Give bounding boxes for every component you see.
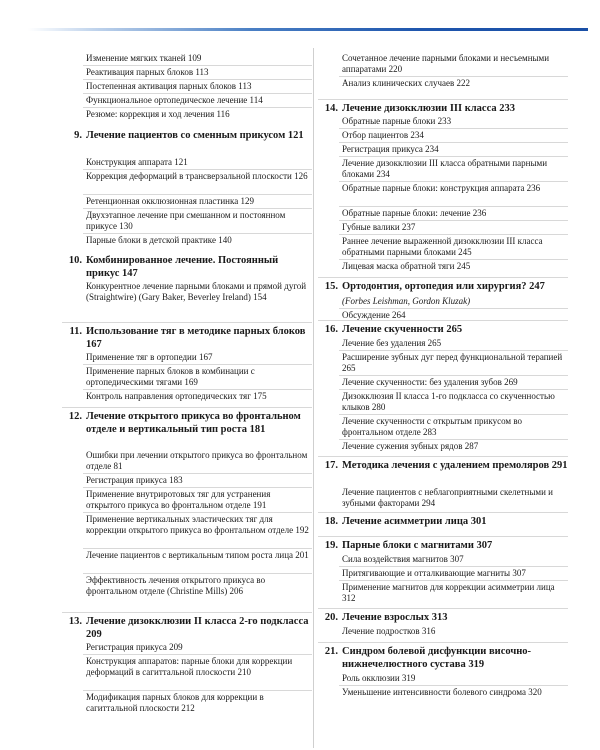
chapter-title: Лечение асимметрии лица 301 <box>342 516 487 527</box>
toc-entry[interactable]: Лечение без удаления 265 <box>342 338 442 348</box>
chapter-heading[interactable] <box>318 460 568 473</box>
chapter-heading[interactable] <box>318 540 568 553</box>
chapter-number: 21. <box>324 646 338 657</box>
toc-entry[interactable]: Регистрация прикуса 234 <box>342 144 568 155</box>
toc-entry-authors: (Forbes Leishman, Gordon Kluzak) <box>342 296 471 306</box>
chapter-number: 18. <box>324 516 338 527</box>
toc-entry[interactable]: Резюме: коррекция и ход лечения 116 <box>86 109 312 120</box>
toc-entry[interactable]: Роль окклюзии 319 <box>342 673 416 683</box>
toc-entry[interactable]: Дизокклюзия II класса 1-го подкласса со скученностью клыков 280 <box>342 391 568 413</box>
chapter-heading[interactable] <box>318 646 568 671</box>
toc-entry[interactable]: Применение парных блоков в комбинации с ортопедическими тягами 169 <box>86 366 312 388</box>
toc-entry[interactable]: Реактивация парных блоков 113 <box>86 67 312 78</box>
toc-entry[interactable]: Лечение дизокклюзии III класса обратными парными блоками 234 <box>342 158 568 180</box>
toc-entry[interactable]: Сила воздействия магнитов 307 <box>342 554 464 564</box>
chapter-heading[interactable] <box>62 130 312 143</box>
toc-entry[interactable]: Притягивающие и отталкивающие магниты 307 <box>342 568 568 579</box>
chapter-title: Лечение дизокклюзии II класса 2-го подкласса 209 <box>86 616 309 640</box>
chapter-title: Парные блоки с магнитами 307 <box>342 540 493 551</box>
chapter-number: 15. <box>324 281 338 292</box>
toc-entry[interactable]: Парные блоки в детской практике 140 <box>86 235 312 246</box>
toc-entry[interactable]: Двухэтапное лечение при смешанном и постоянном прикусе 130 <box>86 210 312 232</box>
chapter-number: 13. <box>68 616 82 627</box>
toc-entry[interactable]: Изменение мягких тканей 109 <box>86 53 202 63</box>
toc-entry[interactable]: Губные валики 237 <box>342 222 568 233</box>
toc-entry[interactable]: Эффективность лечения открытого прикуса во фронтальном отделе (Christine Mills) 206 <box>86 575 312 597</box>
chapter-heading[interactable] <box>318 281 568 294</box>
chapter-title: Лечение дизокклюзии III класса 233 <box>342 103 515 114</box>
toc-entry[interactable]: Ретенционная окклюзионная пластинка 129 <box>86 196 312 207</box>
chapter-title: Использование тяг в методике парных блоков 167 <box>86 326 306 350</box>
chapter-number: 9. <box>74 130 82 141</box>
chapter-number: 11. <box>69 326 82 337</box>
toc-entry[interactable]: Коррекция деформаций в трансверзальной плоскости 126 <box>86 171 312 182</box>
toc-entry[interactable]: Конструкция аппарата 121 <box>86 157 188 167</box>
chapter-number: 17. <box>324 460 338 471</box>
chapter-title: Лечение открытого прикуса во фронтальном отделе и вертикальный тип роста 181 <box>86 411 301 435</box>
toc-entry[interactable]: Функциональное ортопедическое лечение 114 <box>86 95 312 106</box>
toc-entry[interactable]: Лицевая маска обратной тяги 245 <box>342 261 568 272</box>
toc-entry[interactable]: Ошибки при лечении открытого прикуса во фронтальном отделе 81 <box>86 450 308 471</box>
toc-entry[interactable]: Лечение пациентов с вертикальным типом роста лица 201 <box>86 550 312 561</box>
chapter-title: Лечение взрослых 313 <box>342 612 448 623</box>
toc-entry[interactable]: Лечение пациентов с неблагоприятными скелетными и зубными факторами 294 <box>342 487 553 508</box>
toc-entry[interactable]: Обратные парные блоки: лечение 236 <box>342 208 568 219</box>
chapter-heading[interactable] <box>318 324 568 337</box>
chapter-number: 16. <box>324 324 338 335</box>
chapter-heading[interactable] <box>318 612 568 625</box>
toc-entry[interactable]: Лечение сужения зубных рядов 287 <box>342 441 568 452</box>
toc-entry[interactable]: Применение внутриротовых тяг для устранения открытого прикуса во фронтальном отделе 191 <box>86 489 312 511</box>
toc-entry[interactable]: Отбор пациентов 234 <box>342 130 568 141</box>
toc-entry[interactable]: Конструкция аппаратов: парные блоки для коррекции деформаций в сагиттальной плоскости 210 <box>86 656 312 678</box>
toc-entry[interactable]: Применение магнитов для коррекции асимметрии лица 312 <box>342 582 568 604</box>
chapter-title: Лечение пациентов со сменным прикусом 121 <box>86 130 304 141</box>
chapter-number: 10. <box>68 255 82 266</box>
header-accent-bar <box>28 28 588 31</box>
toc-entry[interactable]: Применение вертикальных эластических тяг для коррекции открытого прикуса во фронтальном отделе 192 <box>86 514 312 536</box>
chapter-title: Лечение скученности 265 <box>342 324 463 335</box>
chapter-number: 19. <box>324 540 338 551</box>
chapter-title: Синдром болевой дисфункции височно-нижнечелюстного сустава 319 <box>342 646 532 670</box>
chapter-number: 20. <box>324 612 338 623</box>
chapter-title: Комбинированное лечение. Постоянный прикус 147 <box>86 255 279 279</box>
toc-entry[interactable]: Лечение скученности с открытым прикусом во фронтальном отделе 283 <box>342 416 568 438</box>
toc-entry[interactable]: Обратные парные блоки: конструкция аппарата 236 <box>342 183 568 194</box>
toc-entry[interactable]: Регистрация прикуса 183 <box>86 475 312 486</box>
chapter-title: Ортодонтия, ортопедия или хирургия? 247 <box>342 281 545 292</box>
chapter-heading[interactable] <box>318 516 568 529</box>
toc-entry[interactable]: Уменьшение интенсивности болевого синдрома 320 <box>342 687 568 698</box>
chapter-heading[interactable] <box>62 255 312 280</box>
toc-entry[interactable]: Обсуждение 264 <box>342 310 568 321</box>
toc-entry[interactable]: Контроль направления ортопедических тяг 175 <box>86 391 312 402</box>
chapter-heading[interactable] <box>62 616 312 641</box>
toc-entry[interactable]: Регистрация прикуса 209 <box>86 642 183 652</box>
chapter-number: 12. <box>68 411 82 422</box>
toc-entry[interactable]: Обратные парные блоки 233 <box>342 116 452 126</box>
chapter-title: Методика лечения с удалением премоляров 291 <box>342 460 568 471</box>
toc-entry[interactable]: Применение тяг в ортопедии 167 <box>86 352 213 362</box>
toc-entry[interactable]: Конкурентное лечение парными блоками и прямой дугой (Straightwire) (Gary Baker, Beverley Ireland) 154 <box>86 281 307 302</box>
toc-entry[interactable]: Модификация парных блоков для коррекции в сагиттальной плоскости 212 <box>86 692 312 714</box>
toc-entry[interactable]: Раннее лечение выраженной дизокклюзии III класса обратными парными блоками 245 <box>342 236 568 258</box>
chapter-heading[interactable] <box>62 326 312 351</box>
toc-entry[interactable]: Расширение зубных дуг перед функциональной терапией 265 <box>342 352 568 374</box>
chapter-number: 14. <box>324 103 338 114</box>
toc-entry[interactable]: Лечение подростков 316 <box>342 626 436 636</box>
toc-entry[interactable]: Сочетанное лечение парными блоками и несъемными аппаратами 220 <box>342 53 550 74</box>
chapter-heading[interactable] <box>318 103 568 116</box>
toc-entry[interactable]: Постепенная активация парных блоков 113 <box>86 81 312 92</box>
toc-entry[interactable]: Анализ клинических случаев 222 <box>342 78 568 89</box>
toc-entry[interactable]: Лечение скученности: без удаления зубов 269 <box>342 377 568 388</box>
chapter-heading[interactable] <box>62 411 312 436</box>
